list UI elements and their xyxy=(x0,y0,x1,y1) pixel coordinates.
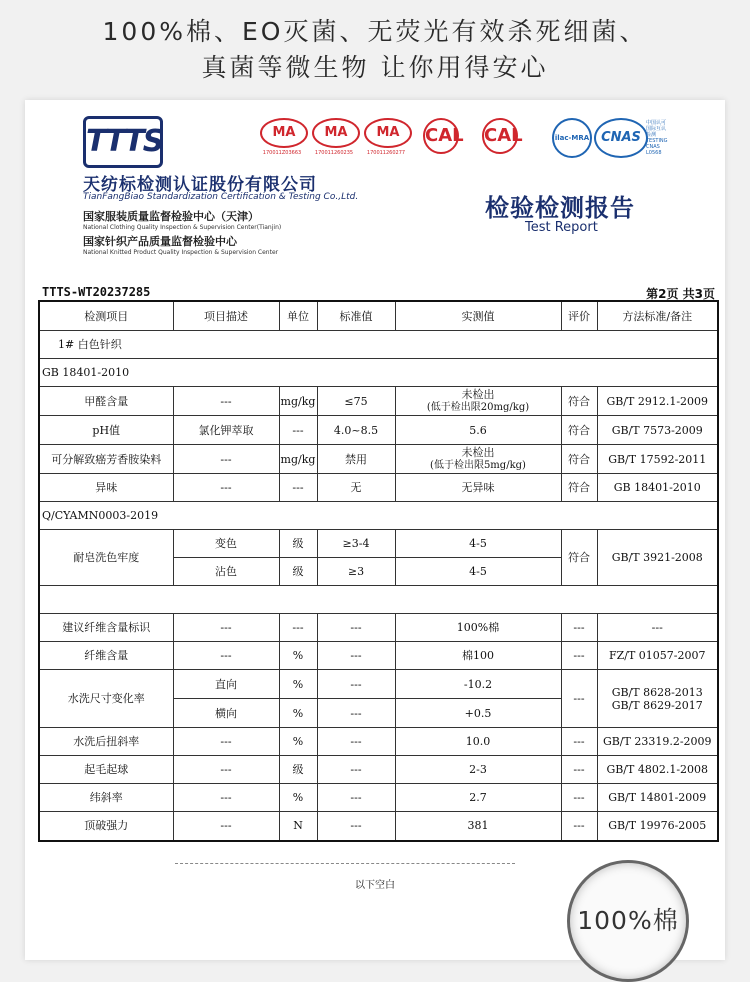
cell-std: ≥3-4 xyxy=(317,530,395,558)
cell-method: GB/T 2912.1-2009 xyxy=(597,387,718,416)
cell-method: --- xyxy=(597,614,718,642)
table-row xyxy=(39,474,718,502)
column-header: 检测项目 xyxy=(39,301,173,331)
cell-eval: 符合 xyxy=(561,387,597,416)
org1-name-en: National Clothing Quality Inspection & Supervision Center(Tianjin) xyxy=(83,224,282,231)
ma-code: 170011260277 xyxy=(366,150,406,156)
sample-row xyxy=(39,331,718,359)
cell-eval: 符合 xyxy=(561,445,597,474)
cell-std: 禁用 xyxy=(317,445,395,474)
cell-method: GB/T 14801-2009 xyxy=(597,784,718,812)
table-row xyxy=(39,416,718,445)
cell-item: 纤维含量 xyxy=(39,642,173,670)
company-name-cn: 天纺标检测认证股份有限公司 xyxy=(83,175,317,195)
cell-meas: 2-3 xyxy=(395,756,561,784)
cell-meas: 未检出 (低于检出限5mg/kg) xyxy=(395,445,561,474)
empty-row xyxy=(39,586,718,614)
cell-unit: 级 xyxy=(279,756,317,784)
table-row xyxy=(39,387,718,416)
cell-desc: --- xyxy=(173,812,279,841)
table-row xyxy=(39,728,718,756)
column-header: 标准值 xyxy=(317,301,395,331)
cell-desc: 直向 xyxy=(173,670,279,699)
cell-item: 甲醛含量 xyxy=(39,387,173,416)
cell-std: --- xyxy=(317,812,395,841)
cell-meas: +0.5 xyxy=(395,699,561,728)
ma-code: 170011260235 xyxy=(314,150,354,156)
cell-desc: 沾色 xyxy=(173,558,279,586)
cell-eval: 符合 xyxy=(561,474,597,502)
org1-name-cn: 国家服装质量监督检验中心（天津） xyxy=(83,210,259,223)
cell-item: 起毛起球 xyxy=(39,756,173,784)
org2-name-cn: 国家针织产品质量监督检验中心 xyxy=(83,235,237,248)
cnas-caption: 中国认可 国际互认 检测 TESTING CNAS L0568 xyxy=(646,120,668,156)
table-row xyxy=(39,670,718,699)
cell-std: --- xyxy=(317,670,395,699)
cell-eval: --- xyxy=(561,670,597,728)
cell-desc: --- xyxy=(173,614,279,642)
cell-method: GB/T 7573-2009 xyxy=(597,416,718,445)
magnifier-lens: 100%棉 xyxy=(567,860,689,982)
cell-item: 异味 xyxy=(39,474,173,502)
cell-method: GB/T 19976-2005 xyxy=(597,812,718,841)
section-row xyxy=(39,502,718,530)
cell-desc: 氯化钾萃取 xyxy=(173,416,279,445)
table-row xyxy=(39,445,718,474)
org2-name-en: National Knitted Product Quality Inspection & Supervision Center xyxy=(83,249,279,256)
cell-method: GB/T 23319.2-2009 xyxy=(597,728,718,756)
section-standard: GB 18401-2010 xyxy=(39,359,718,387)
cell-item: 耐皂洗色牢度 xyxy=(39,530,173,586)
cell-unit: --- xyxy=(279,614,317,642)
cell-method: GB/T 8628-2013 GB/T 8629-2017 xyxy=(597,670,718,728)
cell-unit: % xyxy=(279,728,317,756)
cell-unit: % xyxy=(279,670,317,699)
table-row xyxy=(39,614,718,642)
cell-meas: 100%棉 xyxy=(395,614,561,642)
column-header: 项目描述 xyxy=(173,301,279,331)
cell-item: 顶破强力 xyxy=(39,812,173,841)
cell-unit: 级 xyxy=(279,558,317,586)
headline-line-2: 真菌等微生物 让你用得安心 xyxy=(201,53,549,82)
cell-eval: --- xyxy=(561,812,597,841)
cell-eval: --- xyxy=(561,728,597,756)
column-header: 方法标准/备注 xyxy=(597,301,718,331)
cell-method: GB/T 3921-2008 xyxy=(597,530,718,586)
cell-eval: --- xyxy=(561,614,597,642)
cal-badge-icon: CAL xyxy=(482,118,518,154)
cell-meas: 4-5 xyxy=(395,530,561,558)
cell-std: 无 xyxy=(317,474,395,502)
cell-meas: 未检出 (低于检出限20mg/kg) xyxy=(395,387,561,416)
cell-desc: --- xyxy=(173,728,279,756)
cell-meas: 棉100 xyxy=(395,642,561,670)
cell-eval: 符合 xyxy=(561,416,597,445)
ttts-logo: TTTS xyxy=(83,116,163,168)
cell-std: ≤75 xyxy=(317,387,395,416)
cell-meas: 4-5 xyxy=(395,558,561,586)
cell-desc: --- xyxy=(173,445,279,474)
report-title-cn: 检验检测报告 xyxy=(485,194,635,222)
blank-below-note: 以下空白 xyxy=(355,880,395,891)
cell-item: 建议纤维含量标识 xyxy=(39,614,173,642)
cell-desc: --- xyxy=(173,784,279,812)
cell-item: 水洗尺寸变化率 xyxy=(39,670,173,728)
cal-badge-icon: CAL xyxy=(423,118,459,154)
cell-desc: 横向 xyxy=(173,699,279,728)
ma-badge-icon: MA xyxy=(260,118,308,148)
test-report-sheet xyxy=(25,100,725,960)
column-header: 实测值 xyxy=(395,301,561,331)
cell-item: 纬斜率 xyxy=(39,784,173,812)
certification-badges xyxy=(260,118,670,166)
column-header: 评价 xyxy=(561,301,597,331)
cell-meas: 无异味 xyxy=(395,474,561,502)
cell-unit: 级 xyxy=(279,530,317,558)
cell-std: --- xyxy=(317,614,395,642)
table-row xyxy=(39,784,718,812)
cell-std: --- xyxy=(317,642,395,670)
ilac-mra-icon: ilac-MRA xyxy=(552,118,592,158)
page-info: 第2页 共3页 xyxy=(646,287,715,301)
cell-std: ≥3 xyxy=(317,558,395,586)
headline-line-1: 100%棉、EO灭菌、无荧光有效杀死细菌、 xyxy=(102,17,648,46)
cell-unit: % xyxy=(279,784,317,812)
cell-method: GB/T 17592-2011 xyxy=(597,445,718,474)
column-header: 单位 xyxy=(279,301,317,331)
cell-desc: 变色 xyxy=(173,530,279,558)
cell-unit: N xyxy=(279,812,317,841)
table-row xyxy=(39,812,718,841)
cell-desc: --- xyxy=(173,387,279,416)
cell-meas: 10.0 xyxy=(395,728,561,756)
ma-badge-icon: MA xyxy=(364,118,412,148)
table-header-row xyxy=(39,301,718,331)
cell-meas: 381 xyxy=(395,812,561,841)
cell-unit: --- xyxy=(279,474,317,502)
section-standard: Q/CYAMN0003-2019 xyxy=(39,502,718,530)
ma-code: 170011Z03663 xyxy=(262,150,302,156)
cell-eval: 符合 xyxy=(561,530,597,586)
section-row xyxy=(39,359,718,387)
sample-label: 1# 白色针织 xyxy=(39,331,718,359)
cell-unit: % xyxy=(279,699,317,728)
cnas-icon: CNAS xyxy=(594,118,648,158)
cell-meas: -10.2 xyxy=(395,670,561,699)
cell-desc: --- xyxy=(173,474,279,502)
cell-std: --- xyxy=(317,728,395,756)
cell-method: FZ/T 01057-2007 xyxy=(597,642,718,670)
table-row xyxy=(39,530,718,558)
ma-badge-icon: MA xyxy=(312,118,360,148)
cell-unit: --- xyxy=(279,416,317,445)
cell-unit: % xyxy=(279,642,317,670)
cell-item: pH值 xyxy=(39,416,173,445)
cell-eval: --- xyxy=(561,756,597,784)
cell-unit: mg/kg xyxy=(279,445,317,474)
cell-eval: --- xyxy=(561,784,597,812)
cell-item: 可分解致癌芳香胺染料 xyxy=(39,445,173,474)
cell-std: 4.0~8.5 xyxy=(317,416,395,445)
report-title-en: Test Report xyxy=(525,220,598,235)
cell-unit: mg/kg xyxy=(279,387,317,416)
cell-std: --- xyxy=(317,784,395,812)
cell-method: GB 18401-2010 xyxy=(597,474,718,502)
cell-meas: 5.6 xyxy=(395,416,561,445)
table-row xyxy=(39,756,718,784)
cell-std: --- xyxy=(317,699,395,728)
cell-desc: --- xyxy=(173,756,279,784)
report-number: TTTS-WT20237285 xyxy=(42,285,151,299)
cell-item: 水洗后扭斜率 xyxy=(39,728,173,756)
dashed-divider xyxy=(175,863,515,864)
company-name-en: TianFangBiao Standardization Certification & Testing Co.,Ltd. xyxy=(83,192,359,202)
cell-std: --- xyxy=(317,756,395,784)
cell-method: GB/T 4802.1-2008 xyxy=(597,756,718,784)
table-row xyxy=(39,642,718,670)
cell-eval: --- xyxy=(561,642,597,670)
cell-desc: --- xyxy=(173,642,279,670)
test-results-table xyxy=(38,300,719,842)
cell-meas: 2.7 xyxy=(395,784,561,812)
